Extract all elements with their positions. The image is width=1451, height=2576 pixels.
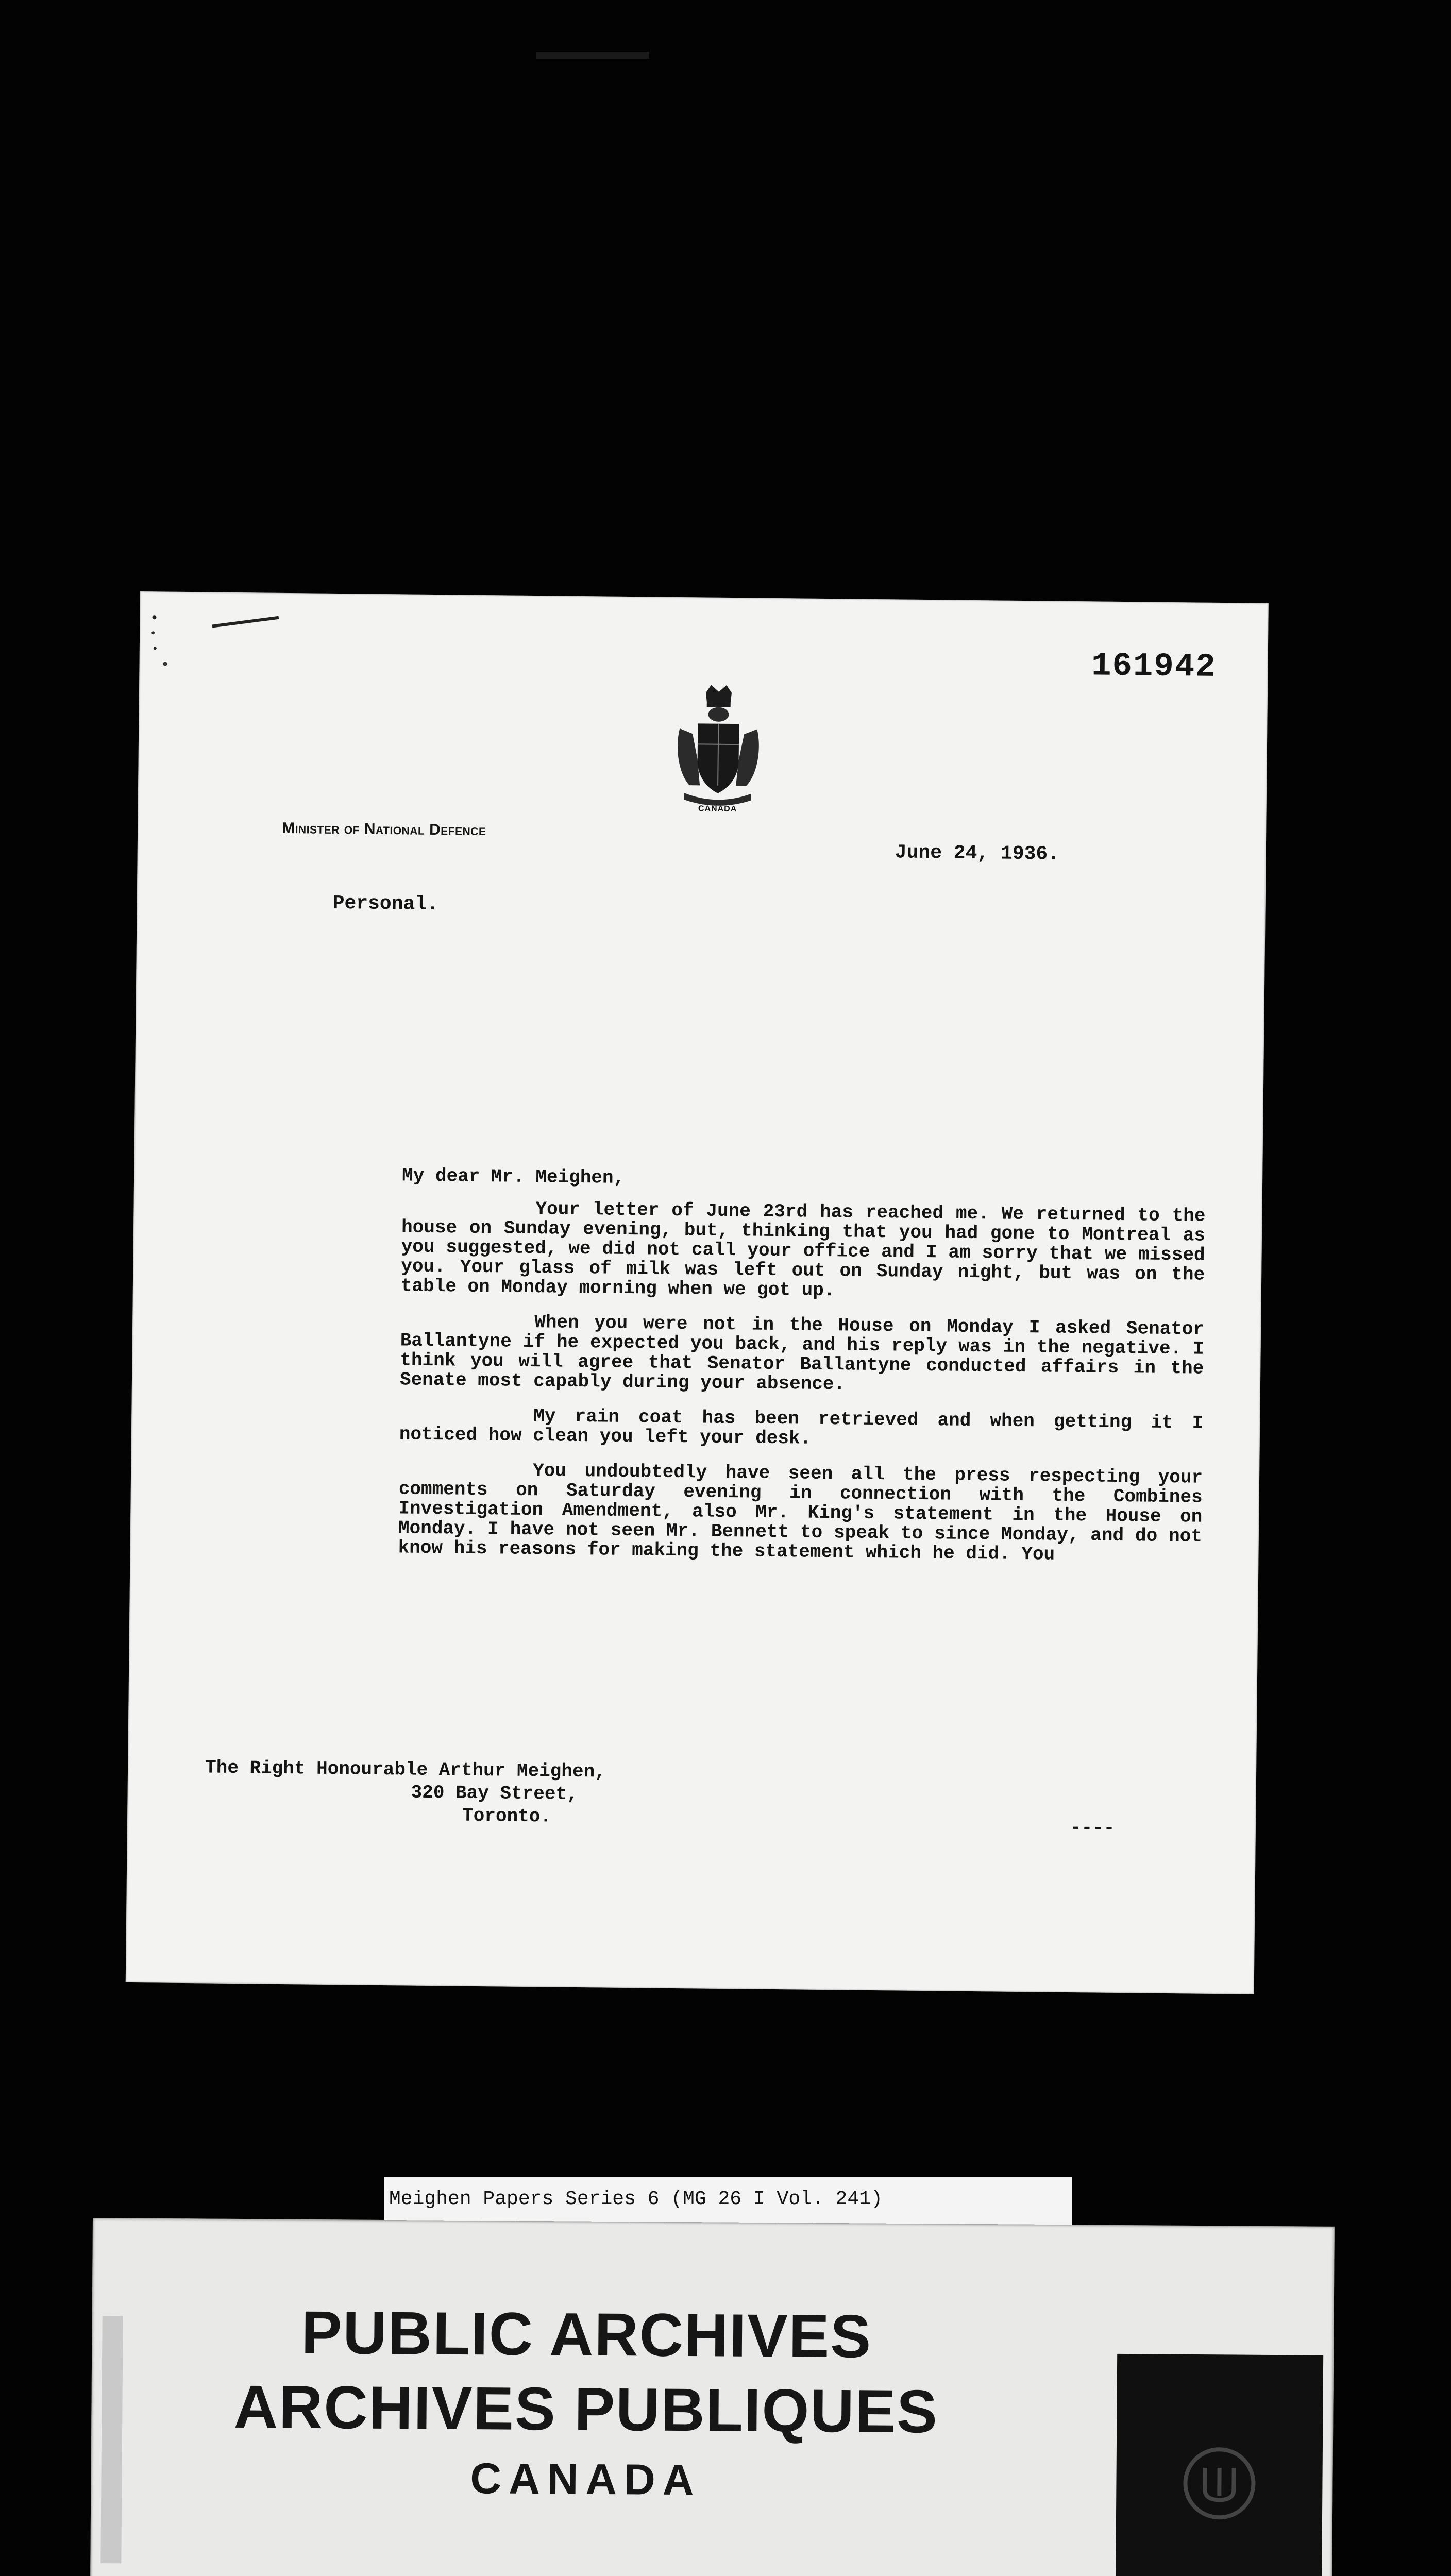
paragraph-4: You undoubtedly have seen all the press respecting your comments on Saturday evening in connection with the Combines Investigation Amendment, also Mr. King's statement in the House on Monday. I have not seen Mr. Bennett to speak to since Monday, and do not know his reasons for making the statement which he did. You <box>398 1460 1203 1565</box>
archives-heading <box>91 2295 1082 2513</box>
ink-stroke-mark <box>212 616 279 628</box>
personal-marking: Personal. <box>332 892 439 916</box>
crest-label: CANADA <box>698 804 737 814</box>
archives-line-country: CANADA <box>470 2454 701 2504</box>
addressee-street: 320 Bay Street, <box>411 1782 578 1805</box>
continuation-mark: ---- <box>1070 1817 1115 1839</box>
paragraph-1: Your letter of June 23rd has reached me. We returned to the house on Sunday evening, but, thinking that you had gone to Montreal as you suggested, we did not call your office and I am sorry that we missed you. Your glass of milk was left out on Sunday night, but was on the table on Monday morning when we got up. <box>400 1198 1206 1301</box>
archives-line-french: ARCHIVES PUBLIQUES <box>233 2372 939 2446</box>
series-label-text: Meighen Papers Series 6 (MG 26 I Vol. 241) <box>389 2188 883 2210</box>
letter-sheet <box>126 591 1269 1994</box>
addressee-name: The Right Honourable Arthur Meighen, <box>205 1757 606 1783</box>
film-top-mark <box>536 52 649 59</box>
paragraph-3: My rain coat has been retrieved and when getting it I noticed how clean you left your desk. <box>399 1405 1204 1449</box>
archives-line-english: PUBLIC ARCHIVES <box>301 2298 872 2371</box>
addressee-city: Toronto. <box>462 1805 552 1827</box>
punch-marks-icon <box>149 612 171 674</box>
document-number: 161942 <box>1091 648 1217 686</box>
letter-date: June 24, 1936. <box>895 841 1060 866</box>
paragraph-2: When you were not in the House on Monday I asked Senator Ballantyne if he expected you back, and his reply was in the negative. I think you will agree that Senator Ballantyne conducted affairs in the Senate most capably during your absence. <box>399 1312 1205 1395</box>
archives-card <box>90 2218 1335 2576</box>
salutation: My dear Mr. Meighen, <box>401 1165 625 1189</box>
addressee-block <box>205 1756 606 1828</box>
letterhead-office-title: Minister of National Defence <box>282 819 486 839</box>
letter-body <box>398 1166 1206 1581</box>
coat-of-arms-icon <box>669 682 768 807</box>
film-reel-block <box>1116 2354 1324 2576</box>
archives-logo-icon <box>1178 2442 1261 2525</box>
